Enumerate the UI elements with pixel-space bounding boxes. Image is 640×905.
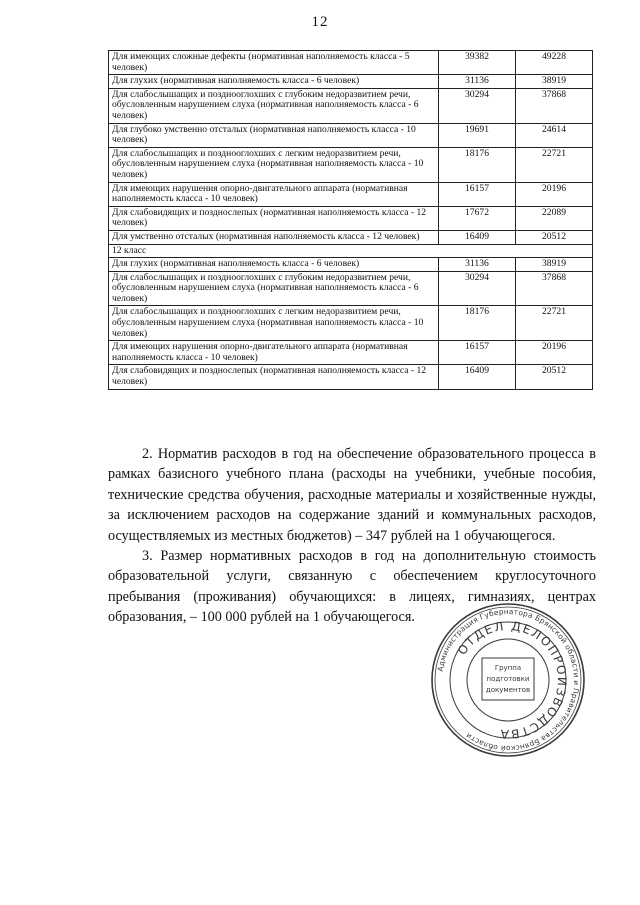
stamp-middle-text: ОТДЕЛ ДЕЛОПРОИЗВОДСТВА [454, 618, 570, 742]
table-row [109, 88, 593, 123]
table-row [109, 341, 593, 365]
table-row [109, 230, 593, 244]
category-cell: Для глухих (нормативная наполняемость класса - 6 человек) [109, 75, 439, 89]
stamp-outer-text: Администрация Губернатора Брянской области и Правительства Брянской области [435, 606, 582, 754]
value-cell-2: 20196 [516, 341, 593, 365]
body-text [108, 444, 596, 628]
table-row [109, 206, 593, 230]
value-cell-2: 20512 [516, 230, 593, 244]
paragraph-3: 3. Размер нормативных расходов в год на дополнительную стоимость образовательной услуги, связанную с обеспечением круглосуточного пребывания (проживания) обучающихся: в лицеях, гимназиях, центрах образования, – 100 000 рублей на 1 обучающегося. [108, 548, 596, 626]
table-row [109, 182, 593, 206]
table-row [109, 51, 593, 75]
category-cell: Для умственно отсталых (нормативная наполняемость класса - 12 человек) [109, 230, 439, 244]
section-row [109, 244, 593, 258]
category-cell: Для слабослышащих и позднооглохших с глубоким недоразвитием речи, обусловленным нарушением слуха (нормативная наполняемость класса - 6 человек) [109, 88, 439, 123]
page-number: 12 [311, 14, 329, 30]
category-cell: Для слабовидящих и позднослепых (нормативная наполняемость класса - 12 человек) [109, 365, 439, 389]
value-cell-1: 17672 [439, 206, 516, 230]
table-row [109, 306, 593, 341]
table-row [109, 365, 593, 389]
value-cell-2: 38919 [516, 258, 593, 272]
category-cell: Для слабослышащих и позднооглохших с легким недоразвитием речи, обусловленным нарушением слуха (нормативная наполняемость класса - 10 человек) [109, 306, 439, 341]
value-cell-2: 37868 [516, 271, 593, 306]
category-cell: Для имеющих нарушения опорно-двигательного аппарата (нормативная наполняемость класса - 10 человек) [109, 182, 439, 206]
value-cell-2: 38919 [516, 75, 593, 89]
value-cell-2: 49228 [516, 51, 593, 75]
table-row [109, 123, 593, 147]
value-cell-1: 16157 [439, 341, 516, 365]
value-cell-1: 16157 [439, 182, 516, 206]
stamp-center-line-1: Группа [494, 664, 522, 672]
stamp-center-line-3: документов [485, 686, 531, 694]
value-cell-1: 31136 [439, 258, 516, 272]
value-cell-1: 18176 [439, 147, 516, 182]
category-cell: Для слабовидящих и позднослепых (нормативная наполняемость класса - 12 человек) [109, 206, 439, 230]
value-cell-2: 20512 [516, 365, 593, 389]
value-cell-2: 22089 [516, 206, 593, 230]
value-cell-1: 30294 [439, 271, 516, 306]
norms-table [108, 50, 593, 390]
value-cell-1: 19691 [439, 123, 516, 147]
value-cell-1: 39382 [439, 51, 516, 75]
value-cell-2: 37868 [516, 88, 593, 123]
section-label: 12 класс [109, 244, 593, 258]
value-cell-1: 16409 [439, 365, 516, 389]
category-cell: Для глубоко умственно отсталых (нормативная наполняемость класса - 10 человек) [109, 123, 439, 147]
table-row [109, 147, 593, 182]
value-cell-1: 16409 [439, 230, 516, 244]
paragraph-2: 2. Норматив расходов в год на обеспечение образовательного процесса в рамках базисного учебного плана (расходы на учебники, учебные пособия, технические средства обучения, расходные материалы и хозяйственные нужды, за исключением расходов на содержание зданий и коммунальных расходов, осуществляемых из местных бюджетов) – 347 рублей на 1 обучающегося. [108, 446, 596, 544]
office-stamp [430, 602, 586, 758]
table-row [109, 271, 593, 306]
value-cell-2: 20196 [516, 182, 593, 206]
value-cell-1: 18176 [439, 306, 516, 341]
value-cell-2: 24614 [516, 123, 593, 147]
value-cell-1: 30294 [439, 88, 516, 123]
category-cell: Для имеющих сложные дефекты (нормативная наполняемость класса - 5 человек) [109, 51, 439, 75]
stamp-center-line-2: подготовки [486, 675, 530, 683]
table-row [109, 75, 593, 89]
category-cell: Для глухих (нормативная наполняемость класса - 6 человек) [109, 258, 439, 272]
value-cell-2: 22721 [516, 306, 593, 341]
category-cell: Для слабослышащих и позднооглохших с легким недоразвитием речи, обусловленным нарушением слуха (нормативная наполняемость класса - 10 человек) [109, 147, 439, 182]
table-row [109, 258, 593, 272]
value-cell-2: 22721 [516, 147, 593, 182]
category-cell: Для слабослышащих и позднооглохших с глубоким недоразвитием речи, обусловленным нарушением слуха (нормативная наполняемость класса - 6 человек) [109, 271, 439, 306]
category-cell: Для имеющих нарушения опорно-двигательного аппарата (нормативная наполняемость класса - 10 человек) [109, 341, 439, 365]
value-cell-1: 31136 [439, 75, 516, 89]
